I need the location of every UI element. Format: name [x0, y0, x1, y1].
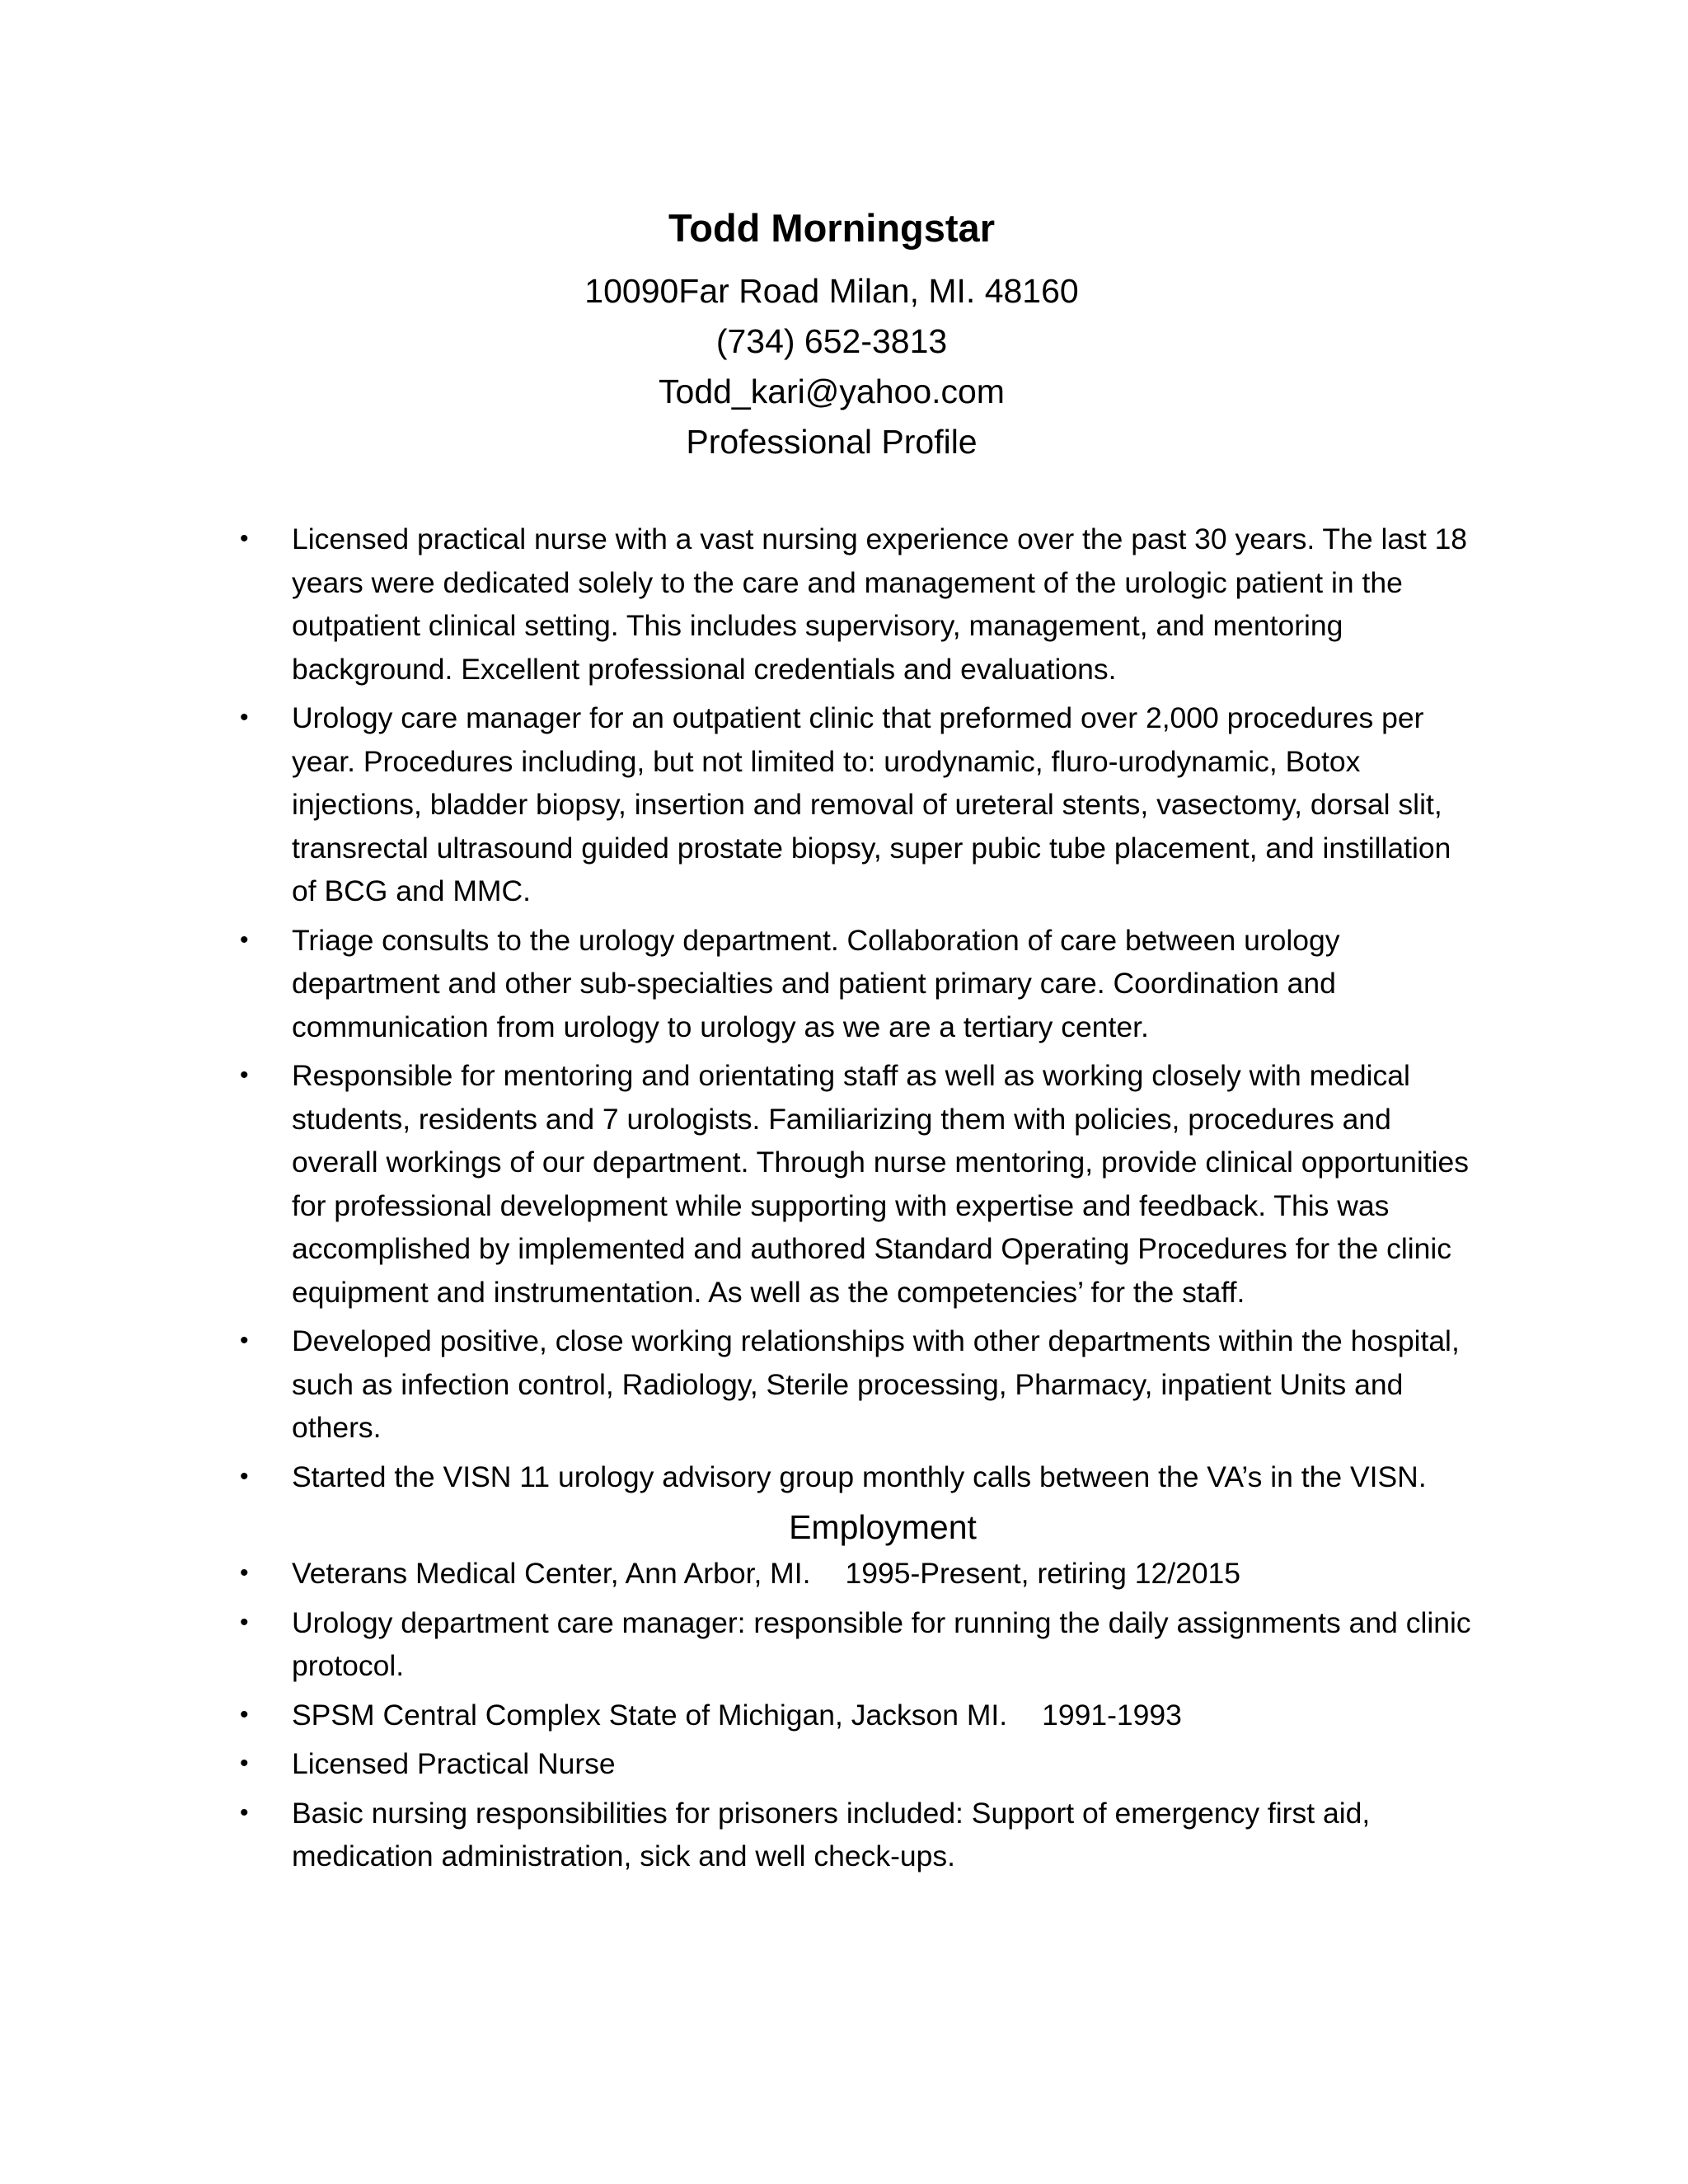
employment-dates: 1991-1993 — [1042, 1698, 1182, 1732]
profile-list — [237, 518, 1474, 1498]
employment-list — [237, 1552, 1474, 1878]
bullet-icon: • — [240, 1462, 249, 1490]
resume-header — [0, 202, 1663, 467]
profile-bullet-text: Responsible for mentoring and orientating staff as well as working closely with medical students, residents and 7 urologists. Familiarizing them with policies, procedures and overall workings of our department. Through nurse mentoring, provide clinical opportunities for professional development while supporting with expertise and feedback. This was accomplished by implemented and authored Standard Operating Procedures for the clinic equipment and instrumentation. As well as the competencies’ for the staff. — [292, 1059, 1469, 1309]
profile-bullet-text: Developed positive, close working relationships with other departments within the hospital, such as infection control, Radiology, Sterile processing, Pharmacy, inpatient Units and others. — [292, 1324, 1460, 1444]
list-item — [237, 1601, 1474, 1688]
employment-dates: 1995-Present, retiring 12/2015 — [845, 1557, 1241, 1590]
list-item — [237, 1694, 1474, 1737]
list-item — [237, 919, 1474, 1049]
email-address: Todd_kari@yahoo.com — [659, 373, 1005, 410]
profile-bullet-text: Urology care manager for an outpatient clinic that preformed over 2,000 procedures per year. Procedures including, but not limited to: urodynamic, fluro-urodynamic, Botox injections, bladder biopsy, insertion and removal of ureteral stents, vasectomy, dorsal slit, transrectal ultrasound guided prostate biopsy, super pubic tube placement, and instillation of BCG and MMC. — [292, 701, 1451, 907]
employer-name: Veterans Medical Center, Ann Arbor, MI. — [292, 1557, 811, 1590]
bullet-icon: • — [240, 704, 249, 731]
bullet-icon: • — [240, 1559, 249, 1586]
list-item — [237, 1054, 1474, 1314]
resume-body — [237, 518, 1474, 1884]
employer-name: SPSM Central Complex State of Michigan, Jackson MI. — [292, 1698, 1008, 1732]
profile-bullet-text: Licensed practical nurse with a vast nursing experience over the past 30 years. The last 18 years were dedicated solely to the care and management of the urologic patient in the outpatient clinical setting. This includes supervisory, management, and mentoring background. Excellent professional credentials and evaluations. — [292, 523, 1468, 686]
address: 10090Far Road Milan, MI. 48160 — [584, 272, 1079, 310]
profile-bullet-text: Triage consults to the urology department. Collaboration of care between urology department and other sub-specialties and patient primary care. Coordination and communication from urology to urology as we are a tertiary center. — [292, 923, 1340, 1043]
bullet-icon: • — [240, 1700, 249, 1728]
list-item — [237, 1742, 1474, 1786]
candidate-name: Todd Morningstar — [668, 206, 995, 250]
list-item — [237, 1455, 1474, 1499]
list-item — [237, 696, 1474, 913]
bullet-icon: • — [240, 1798, 249, 1826]
job-role: Urology department care manager: responsible for running the daily assignments and clinic protocol. — [292, 1605, 1471, 1682]
list-item — [237, 518, 1474, 691]
bullet-icon: • — [240, 1327, 249, 1354]
job-duties: Basic nursing responsibilities for prisoners included: Support of emergency first aid, medication administration, sick and well check-ups. — [292, 1796, 1371, 1872]
list-item — [237, 1552, 1474, 1596]
bullet-icon: • — [240, 1608, 249, 1636]
bullet-icon: • — [240, 1062, 249, 1089]
bullet-icon: • — [240, 926, 249, 954]
job-title: Licensed Practical Nurse — [292, 1747, 616, 1780]
phone-number: (734) 652-3813 — [715, 322, 948, 360]
bullet-icon: • — [240, 1750, 249, 1777]
list-item — [237, 1319, 1474, 1450]
bullet-icon: • — [240, 525, 249, 552]
profile-heading: Professional Profile — [686, 423, 978, 461]
profile-bullet-text: Started the VISN 11 urology advisory group monthly calls between the VA’s in the VISN. — [292, 1460, 1427, 1493]
employment-heading: Employment — [789, 1508, 977, 1546]
list-item — [237, 1792, 1474, 1878]
